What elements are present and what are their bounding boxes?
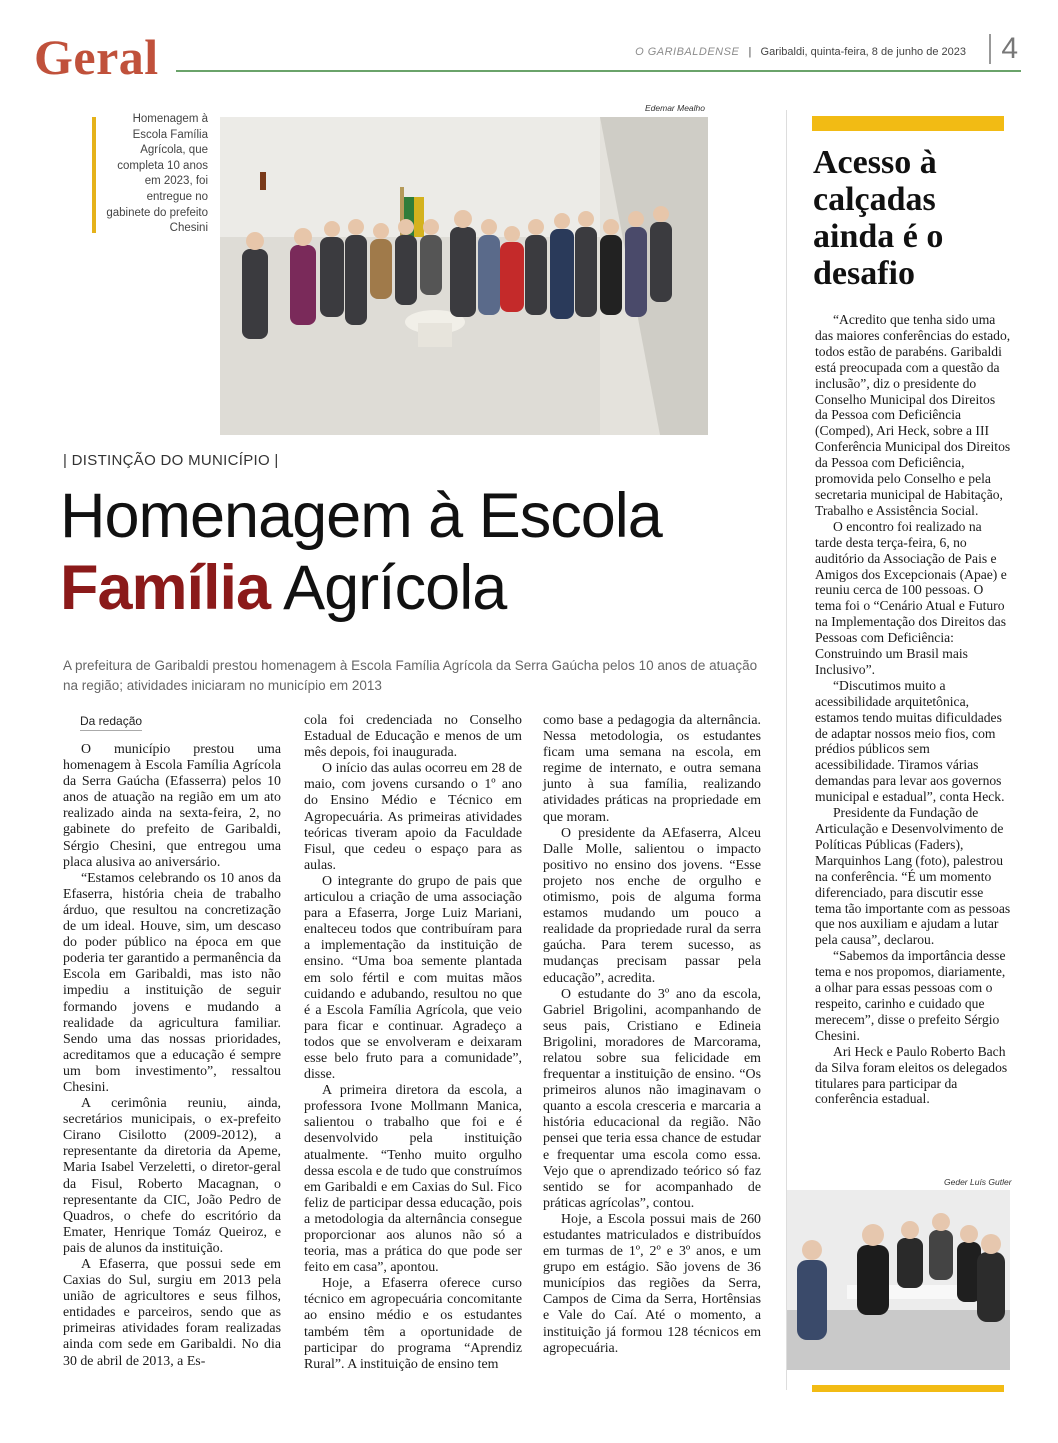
- paragraph: “Discutimos muito a acessibilidade arquitetônica, estamos tendo muitas dificuldades de adaptar nossos meio fios, com prédios públicos sem acessibilidade. Tiramos várias demandas para levar aos governos municipal e estadual”, conta Heck.: [815, 677, 1005, 805]
- sidebar-bottom-bar: [812, 1385, 1004, 1392]
- header-rule: [176, 70, 1021, 72]
- photo-credit: Edemar Mealho: [645, 103, 706, 113]
- sidebar-headline: Acesso à calçadas ainda é o desafio: [813, 144, 944, 292]
- sidebar-body: [815, 312, 1011, 1107]
- photo-caption: Homenagem à Escola Família Agrícola, que completa 10 anos em 2023, foi entregue no gabinete do prefeito Chesini: [106, 113, 208, 235]
- paragraph: O início das aulas ocorreu em 28 de maio, com jovens cursando o 1º ano do Ensino Médio e Técnico em Agropecuária. As primeiras atividades teóricas tiveram apoio da Faculdade Fisul, que cedeu o espaço para as aulas.: [304, 761, 522, 873]
- paragraph: O estudante do 3º ano da escola, Gabriel Brigolini, acompanhando de seus pais, Cristiano e Edineia Brigolini, moradores de Marcorama, relatou sobre sua felicidade em frequentar a instituição de ensino. “Os primeiros alunos não imaginavam o quanto a escola cresceria e marcaria a história educacional da região. Não pensei que teria essa chance de estudar e frequentar uma escola como essa. Vejo que o aprendizado teórico só faz sentido se for acompanhado de práticas agrícolas”, contou.: [543, 986, 761, 1211]
- paragraph: A cerimônia reuniu, ainda, secretários municipais, o ex-prefeito Cirano Cisilotto (2009-2012), a representante da diretoria da Apeme, Maria Isabel Verzeletti, o diretor-geral da Fisul, Roberto Macagnan, o representante da CIC, João Pedro de Quadros, o chefe do escritório da Emater, Henrique Tomáz Queiroz, e pais de alunos da instituição.: [63, 1096, 281, 1256]
- paragraph: A Efaserra, que possui sede em Caxias do Sul, surgiu em 2013 pela união de agricultores e seus filhos, entidades e parceiros, sendo que as primeiras atividades foram realizadas ainda com sede em Garibaldi. No dia 30 de abril de 2013, a Es-: [63, 1257, 281, 1369]
- headline-line-1: Homenagem à Escola: [60, 481, 662, 551]
- paragraph: Hoje, a Escola possui mais de 260 estudantes matriculados e distribuídos em turmas de 1º, 2º e 3º anos, e um grupo em estágio. São jovens de 36 municípios das regiões da Serra, Campos de Cima da Serra, Hortênsias e Vale do Caí. Até o momento, a instituição já formou 128 técnicos em agropecuária.: [543, 1211, 761, 1356]
- page-number: 4: [989, 34, 1018, 64]
- paragraph: como base a pedagogia da alternância. Nessa metodologia, os estudantes ficam uma semana na escola, em regime de internato, e outra semana junto à sua família, realizando atividades práticas na propriedade em que moram.: [543, 713, 761, 825]
- paragraph: Ari Heck e Paulo Roberto Bach da Silva foram eleitos os delegados titulares para participar da conferência estadual.: [815, 1043, 1008, 1107]
- newspaper-name: O GARIBALDENSE: [635, 46, 740, 58]
- main-photo: [220, 117, 708, 435]
- headline-line-2: [60, 552, 780, 624]
- sidebar-photo-credit: Geder Luís Gutler: [944, 1177, 1012, 1187]
- dateline: Garibaldi, quinta-feira, 8 de junho de 2023: [760, 46, 966, 58]
- group-photo-illustration: [220, 117, 708, 435]
- paragraph: “Estamos celebrando os 10 anos da Efaserra, história cheia de trabalho árduo, que resultou na concretização de um ideal. Houve, sim, um descaso do poder público na época em que poderia ter garantido a permanência da Escola em Garibaldi, mas isto não impediu a instituição de seguir formando jovens e mudando a realidade da agricultura familiar. Sendo uma das nossas prioridades, acreditamos que a educação é sempre um bom investimento”, ressaltou Chesini.: [63, 870, 281, 1095]
- paragraph: O presidente da AEfaserra, Alceu Dalle Molle, salientou o impacto positivo no ensino dos jovens. “Esse projeto nos enche de orgulho e otimismo, pois de alguma forma estamos mudando um pouco a realidade da propriedade rural da serra gaúcha. Para terem sucesso, as mudanças precisam passar pela educação”, acredita.: [543, 825, 761, 986]
- sidebar-photo: [787, 1190, 1010, 1370]
- paragraph: O município prestou uma homenagem à Escola Família Agrícola da Serra Gaúcha (Efasserra) pelos 10 anos de atuação na região em um ato realizado ainda na sexta-feira, 2, no gabinete do prefeito de Garibaldi, Sérgio Chesini, que entregou uma placa alusiva ao aniversário.: [63, 742, 281, 870]
- paragraph: “Acredito que tenha sido uma das maiores conferências do estado, todos estão de parabéns. Garibaldi está preocupada com a questão da inclusão”, diz o presidente do Conselho Municipal dos Direitos da Pessoa com Deficiência (Comped), Ari Heck, sobre a III Conferência Municipal dos Direitos da Pessoa com Deficiência, promovida pelo Conselho e pela secretaria municipal de Habitação, Trabalho e Assistência Social.: [815, 312, 1011, 518]
- article-column-3: [543, 713, 761, 1357]
- caption-accent-bar: [92, 117, 96, 233]
- article-column-1: [63, 742, 281, 1370]
- paragraph: O integrante do grupo de pais que articulou a criação de uma associação para a Efaserra, Jorge Luiz Mariani, enalteceu todos que contribuíram para a implementação da instituição de ensino. “Uma boa semente plantada em solo fértil e com muitas mãos cuidando e adubando, resultou no que é a Escola Família Agrícola, que veio para ficar e continuar. Agradeço a todos que se envolveram e deixaram esse belo fruto para a comunidade”, disse.: [304, 873, 522, 1083]
- masthead: [635, 46, 966, 58]
- sidebar-accent-bar: [812, 116, 1004, 131]
- paragraph: Hoje, a Efaserra oferece curso técnico em agropecuária concomitante ao ensino médio e os estudantes também têm a oportunidade de participar do programa “Aprendiz Rural”. A instituição de ensino tem: [304, 1276, 522, 1372]
- paragraph: “Sabemos da importância desse tema e nos propomos, diariamente, a olhar para essas pessoas com o respeito, carinho e cuidado que merecem”, disse o prefeito Sérgio Chesini.: [815, 948, 1006, 1043]
- paragraph: cola foi credenciada no Conselho Estadual de Educação e menos de um mês depois, foi inaugurada.: [304, 713, 522, 761]
- byline: Da redação: [80, 714, 142, 731]
- paragraph: O encontro foi realizado na tarde desta terça-feira, 6, no auditório da Associação de Pais e Amigos dos Excepcionais (Apae) e reuniu cerca de 100 pessoas. O tema foi o “Cenário Atual e Futuro na Implementação dos Direitos das Pessoas com Deficiência: Construindo um Brasil mais Inclusivo”.: [815, 518, 1007, 677]
- masthead-separator: |: [742, 46, 758, 58]
- section-title: Geral: [34, 29, 159, 85]
- headline-rest: Agrícola: [270, 553, 507, 623]
- article-column-2: [304, 713, 522, 1373]
- article-headline: [60, 480, 780, 624]
- paragraph: Presidente da Fundação de Articulação e Desenvolvimento de Políticas Públicas (Faders), Marquinhos Lang (foto), palestrou na conferência. “É um momento diferenciado, para discutir esse tema tão importante com as pessoas que nos auxiliam e ajudam a lutar pela causa”, declarou.: [815, 805, 1011, 948]
- article-deck: A prefeitura de Garibaldi prestou homenagem à Escola Família Agrícola da Serra Gaúcha pelos 10 anos de atuação na região; atividades iniciaram no município em 2013: [63, 658, 758, 693]
- conference-photo-illustration: [787, 1190, 1010, 1370]
- headline-highlight: Família: [60, 553, 271, 623]
- paragraph: A primeira diretora da escola, a professora Ivone Mollmann Manica, salientou o trabalho que foi e é desenvolvido pela instituição atualmente. “Tenho muito orgulho dessa escola e de tudo que construímos em Garibaldi e em Caxias do Sul. Fico feliz de participar dessa educação, pois a metodologia da alternância consegue proporcionar aos alunos não só a teoria, mas a prática do que pode ser feito em casa”, apontou.: [304, 1083, 522, 1276]
- article-kicker: | DISTINÇÃO DO MUNICÍPIO |: [63, 452, 279, 469]
